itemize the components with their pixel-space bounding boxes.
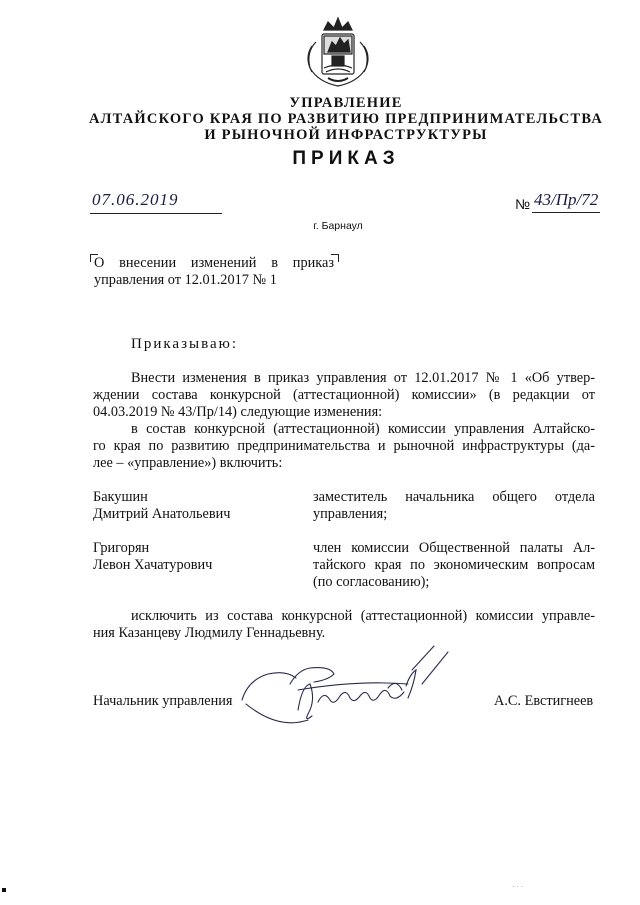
- member-role-line: тайского края по экономическим вопросам: [313, 557, 595, 573]
- order-date: 07.06.2019: [92, 190, 179, 209]
- member-surname: Бакушин: [93, 489, 148, 505]
- member-given-names: Дмитрий Анатольевич: [93, 506, 231, 522]
- member-role-line: заместитель начальника общего отдела: [313, 489, 595, 505]
- scan-dots: . . .: [512, 880, 524, 889]
- member-given-names: Левон Хачатурович: [93, 557, 213, 573]
- scan-corner-mark: [2, 888, 6, 892]
- paragraph1-line: ждении состава конкурсной (аттестационной) комиссии» (в редакции от: [93, 387, 595, 403]
- member-role-line: член комиссии Общественной палаты Ал-: [313, 540, 595, 556]
- signer-name: А.С. Евстигнеев: [494, 693, 594, 709]
- paragraph2-line: лее – «управление») включить:: [93, 455, 283, 471]
- order-number: 43/Пр/72: [532, 190, 600, 213]
- paragraph1-line: Внести изменения в приказ управления от 12.01.2017 № 1 «Об утвер-: [131, 370, 595, 386]
- paragraph2-line: в состав конкурсной (аттестационной) комиссии управления Алтайско-: [131, 421, 595, 437]
- org-name-line2: АЛТАЙСКОГО КРАЯ ПО РАЗВИТИЮ ПРЕДПРИНИМАТЕЛЬСТВА: [88, 111, 604, 127]
- org-name-line1: УПРАВЛЕНИЕ: [289, 95, 403, 111]
- city: г. Барнаул: [313, 220, 363, 232]
- signer-title: Начальник управления: [93, 693, 233, 709]
- member-surname: Григорян: [93, 540, 150, 556]
- paragraph2-line: го края по развитию предпринимательства и рыночной инфраструктуры (да-: [93, 438, 595, 454]
- document-type: ПРИКАЗ: [292, 148, 400, 169]
- subject-line2: управления от 12.01.2017 № 1: [94, 272, 277, 288]
- member-role-line: (по согласованию);: [313, 574, 430, 590]
- order-word: Приказываю:: [131, 336, 238, 352]
- paragraph3-line: ния Казанцеву Людмилу Геннадьевну.: [93, 625, 326, 641]
- subject-line1: О внесении изменений в приказ: [94, 255, 334, 271]
- member-role-line: управления;: [313, 506, 388, 522]
- paragraph1-line: 04.03.2019 № 43/Пр/14) следующие изменения:: [93, 404, 383, 420]
- coat-of-arms-icon: [298, 12, 378, 90]
- signature-icon: [238, 640, 458, 730]
- paragraph3-line: исключить из состава конкурсной (аттестационной) комиссии управле-: [131, 608, 595, 624]
- number-label: №: [515, 196, 531, 212]
- org-name-line3: И РЫНОЧНОЙ ИНФРАСТРУКТУРЫ: [204, 127, 488, 143]
